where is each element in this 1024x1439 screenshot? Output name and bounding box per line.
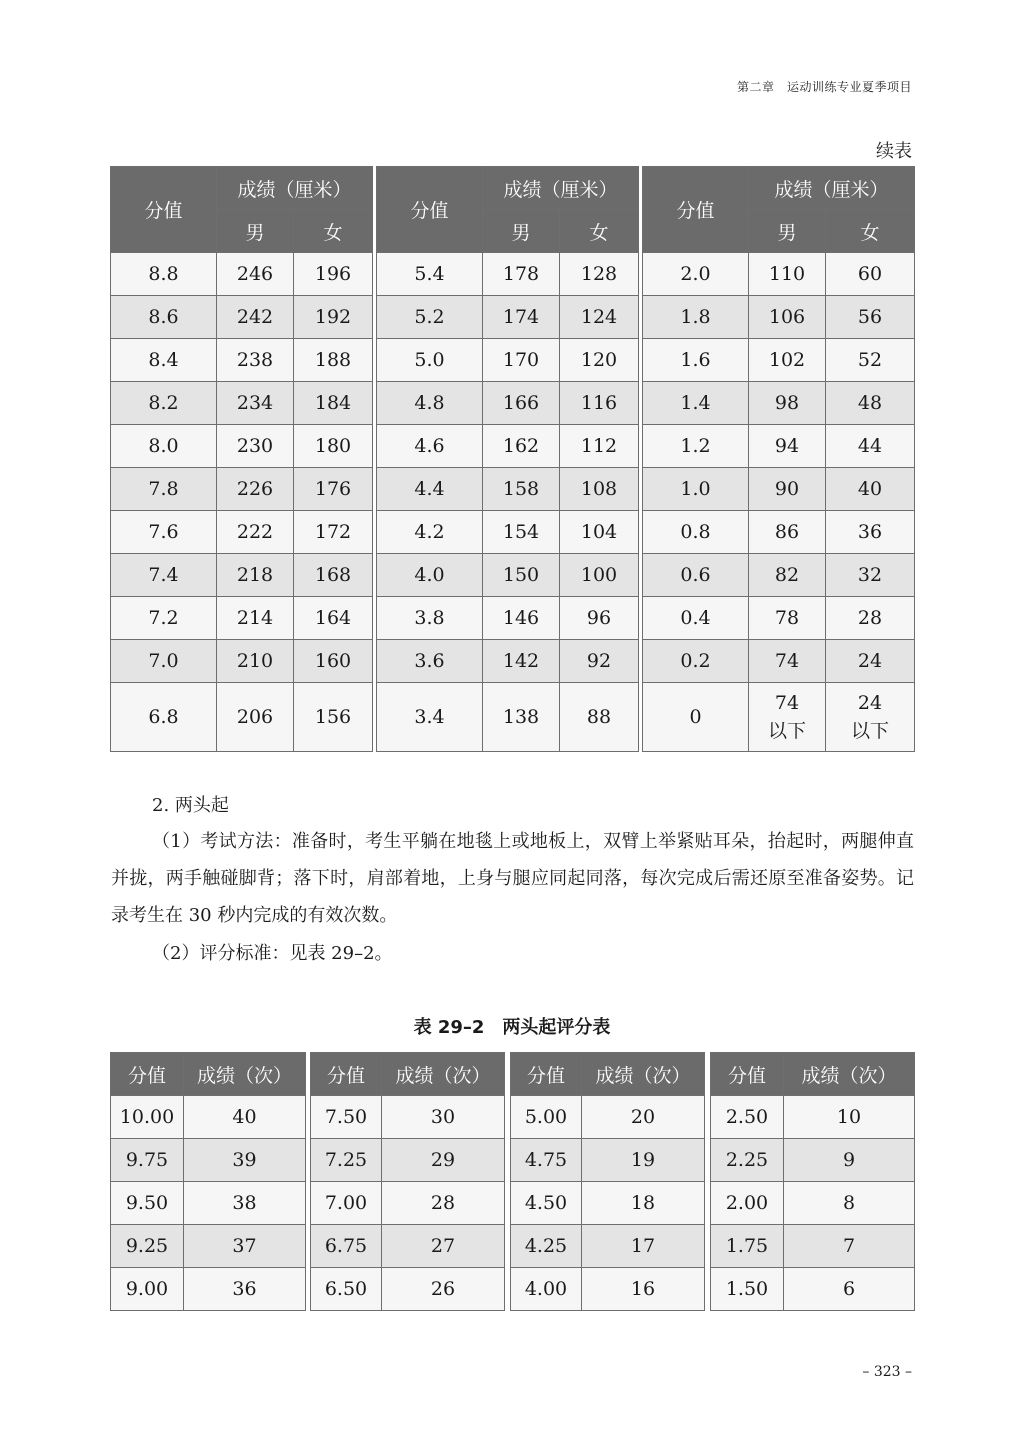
result-cell: 8 (784, 1182, 915, 1225)
score-table-block (642, 166, 915, 752)
scoring-standard-paragraph: （2）评分标准：见表 29–2。 (152, 943, 393, 964)
female-cell: 100 (560, 554, 639, 597)
situp-table-block (710, 1052, 915, 1311)
table-row (643, 339, 915, 382)
table-row (377, 683, 639, 752)
score-cell: 10.00 (111, 1096, 184, 1139)
female-cell: 124 (560, 296, 639, 339)
result-cell: 38 (184, 1182, 306, 1225)
male-cell: 94 (749, 425, 826, 468)
male-cell: 142 (483, 640, 560, 683)
score-cell: 4.50 (511, 1182, 582, 1225)
male-cell: 234 (217, 382, 294, 425)
score-cell: 8.2 (111, 382, 217, 425)
section-heading: 2. 两头起 (152, 795, 229, 816)
exam-method-paragraph: （1）考试方法：准备时，考生平躺在地毯上或地板上，双臂上举紧贴耳朵，抬起时，两腿伸直并拢，两手触碰脚背；落下时，肩部着地，上身与腿应同起同落，每次完成后需还原至准备姿势。记录考生在 30 秒内完成的有效次数。 (111, 831, 914, 926)
table-caption: 表 29–2 两头起评分表 (413, 1017, 611, 1038)
score-cell: 0.8 (643, 511, 749, 554)
result-cell: 29 (382, 1139, 505, 1182)
table-row (111, 1182, 306, 1225)
score-cell: 0 (643, 683, 749, 752)
score-column-header: 分值 (111, 167, 217, 253)
result-cell: 7 (784, 1225, 915, 1268)
table-row (111, 683, 373, 752)
male-column-header: 男 (483, 210, 560, 253)
female-cell: 92 (560, 640, 639, 683)
score-cell: 4.75 (511, 1139, 582, 1182)
score-column-header: 分值 (643, 167, 749, 253)
table-row (311, 1096, 505, 1139)
result-cell: 17 (582, 1225, 705, 1268)
table-row (643, 382, 915, 425)
score-cell: 6.8 (111, 683, 217, 752)
table-row (511, 1225, 705, 1268)
male-cell: 218 (217, 554, 294, 597)
table-row (711, 1268, 915, 1311)
table-row (511, 1182, 705, 1225)
female-cell: 160 (294, 640, 373, 683)
result-cell: 26 (382, 1268, 505, 1311)
table-row (377, 511, 639, 554)
result-column-header: 成绩（厘米） (217, 167, 373, 210)
score-cell: 5.4 (377, 253, 483, 296)
table-row (643, 468, 915, 511)
male-column-header: 男 (749, 210, 826, 253)
female-cell: 116 (560, 382, 639, 425)
female-cell: 112 (560, 425, 639, 468)
male-cell: 246 (217, 253, 294, 296)
table-row (377, 382, 639, 425)
running-header: 第二章 运动训练专业夏季项目 (736, 80, 912, 94)
female-column-header: 女 (826, 210, 915, 253)
table-row (111, 253, 373, 296)
female-cell: 184 (294, 382, 373, 425)
score-cell: 3.6 (377, 640, 483, 683)
male-cell: 82 (749, 554, 826, 597)
table-row (711, 1139, 915, 1182)
female-cell: 52 (826, 339, 915, 382)
score-cell: 7.6 (111, 511, 217, 554)
table-row (311, 1139, 505, 1182)
female-cell: 28 (826, 597, 915, 640)
score-cell: 8.4 (111, 339, 217, 382)
male-cell: 166 (483, 382, 560, 425)
score-cell: 5.2 (377, 296, 483, 339)
score-cell: 7.00 (311, 1182, 382, 1225)
result-cell: 9 (784, 1139, 915, 1182)
male-cell: 86 (749, 511, 826, 554)
table-row (377, 425, 639, 468)
table-row (643, 683, 915, 752)
table-row (311, 1225, 505, 1268)
female-cell: 88 (560, 683, 639, 752)
male-cell: 214 (217, 597, 294, 640)
score-cell: 9.50 (111, 1182, 184, 1225)
table-row (377, 468, 639, 511)
table-row (111, 640, 373, 683)
score-cell: 0.6 (643, 554, 749, 597)
score-column-header: 分值 (511, 1053, 582, 1096)
male-cell: 146 (483, 597, 560, 640)
male-cell: 174 (483, 296, 560, 339)
male-cell: 150 (483, 554, 560, 597)
male-cell: 178 (483, 253, 560, 296)
female-cell: 24 以下 (826, 683, 915, 752)
score-cell: 4.0 (377, 554, 483, 597)
table-header-row (511, 1053, 705, 1096)
female-cell: 56 (826, 296, 915, 339)
table-row (111, 1096, 306, 1139)
male-cell: 206 (217, 683, 294, 752)
result-cell: 30 (382, 1096, 505, 1139)
score-cell: 1.2 (643, 425, 749, 468)
situp-table-block (510, 1052, 705, 1311)
male-cell: 162 (483, 425, 560, 468)
situp-table-block (110, 1052, 306, 1311)
score-cell: 9.75 (111, 1139, 184, 1182)
table-row (711, 1225, 915, 1268)
table-row (377, 597, 639, 640)
score-cell: 4.6 (377, 425, 483, 468)
table-row (643, 640, 915, 683)
male-cell: 90 (749, 468, 826, 511)
table-row (377, 296, 639, 339)
result-column-header: 成绩（次） (382, 1053, 505, 1096)
table-row (111, 1268, 306, 1311)
score-cell: 8.6 (111, 296, 217, 339)
table-row (111, 296, 373, 339)
female-cell: 196 (294, 253, 373, 296)
score-cell: 4.8 (377, 382, 483, 425)
table-row (511, 1139, 705, 1182)
score-cell: 1.0 (643, 468, 749, 511)
male-cell: 226 (217, 468, 294, 511)
result-cell: 18 (582, 1182, 705, 1225)
result-column-header: 成绩（厘米） (749, 167, 915, 210)
female-cell: 172 (294, 511, 373, 554)
table-header-row (711, 1053, 915, 1096)
score-column-header: 分值 (111, 1053, 184, 1096)
table-row (111, 425, 373, 468)
male-cell: 230 (217, 425, 294, 468)
female-cell: 128 (560, 253, 639, 296)
table-row (111, 339, 373, 382)
table-row (643, 511, 915, 554)
score-cell: 1.50 (711, 1268, 784, 1311)
result-column-header: 成绩（次） (184, 1053, 306, 1096)
score-cell: 3.4 (377, 683, 483, 752)
table-row (111, 554, 373, 597)
score-column-header: 分值 (377, 167, 483, 253)
female-cell: 44 (826, 425, 915, 468)
male-cell: 242 (217, 296, 294, 339)
score-cell: 7.4 (111, 554, 217, 597)
result-cell: 10 (784, 1096, 915, 1139)
result-cell: 36 (184, 1268, 306, 1311)
female-cell: 188 (294, 339, 373, 382)
continued-label: 续表 (876, 141, 912, 162)
female-cell: 96 (560, 597, 639, 640)
score-cell: 5.00 (511, 1096, 582, 1139)
table-row (643, 554, 915, 597)
table-row (111, 382, 373, 425)
male-cell: 154 (483, 511, 560, 554)
result-cell: 27 (382, 1225, 505, 1268)
male-cell: 98 (749, 382, 826, 425)
score-cell: 0.4 (643, 597, 749, 640)
table-header-row (377, 167, 639, 210)
score-cell: 2.50 (711, 1096, 784, 1139)
table-row (111, 597, 373, 640)
table-row (643, 597, 915, 640)
male-cell: 110 (749, 253, 826, 296)
result-cell: 40 (184, 1096, 306, 1139)
page-number: – 323 – (862, 1364, 912, 1380)
result-cell: 37 (184, 1225, 306, 1268)
score-cell: 9.00 (111, 1268, 184, 1311)
female-cell: 104 (560, 511, 639, 554)
score-cell: 1.8 (643, 296, 749, 339)
female-cell: 48 (826, 382, 915, 425)
female-column-header: 女 (294, 210, 373, 253)
result-cell: 19 (582, 1139, 705, 1182)
female-cell: 120 (560, 339, 639, 382)
score-cell: 2.0 (643, 253, 749, 296)
result-cell: 28 (382, 1182, 505, 1225)
score-table-block (376, 166, 639, 752)
score-cell: 4.00 (511, 1268, 582, 1311)
score-cell: 2.00 (711, 1182, 784, 1225)
table-row (111, 1139, 306, 1182)
male-cell: 102 (749, 339, 826, 382)
table-row (711, 1096, 915, 1139)
table-row (511, 1096, 705, 1139)
table-row (377, 640, 639, 683)
score-cell: 5.0 (377, 339, 483, 382)
score-cell: 0.2 (643, 640, 749, 683)
male-cell: 222 (217, 511, 294, 554)
female-cell: 168 (294, 554, 373, 597)
score-cell: 7.25 (311, 1139, 382, 1182)
male-column-header: 男 (217, 210, 294, 253)
table-row (311, 1268, 505, 1311)
female-cell: 60 (826, 253, 915, 296)
score-cell: 7.2 (111, 597, 217, 640)
result-column-header: 成绩（次） (784, 1053, 915, 1096)
result-column-header: 成绩（厘米） (483, 167, 639, 210)
male-cell: 106 (749, 296, 826, 339)
table-row (111, 1225, 306, 1268)
result-cell: 20 (582, 1096, 705, 1139)
situp-table-block (310, 1052, 505, 1311)
table-row (111, 511, 373, 554)
score-cell: 7.50 (311, 1096, 382, 1139)
table-row (511, 1268, 705, 1311)
male-cell: 74 (749, 640, 826, 683)
male-cell: 210 (217, 640, 294, 683)
table-row (643, 425, 915, 468)
female-column-header: 女 (560, 210, 639, 253)
female-cell: 192 (294, 296, 373, 339)
table-row (111, 468, 373, 511)
female-cell: 108 (560, 468, 639, 511)
table-header-row (111, 1053, 306, 1096)
male-cell: 238 (217, 339, 294, 382)
table-row (311, 1182, 505, 1225)
female-cell: 24 (826, 640, 915, 683)
score-cell: 2.25 (711, 1139, 784, 1182)
table-row (377, 339, 639, 382)
score-cell: 8.0 (111, 425, 217, 468)
score-cell: 8.8 (111, 253, 217, 296)
female-cell: 32 (826, 554, 915, 597)
male-cell: 158 (483, 468, 560, 511)
female-cell: 40 (826, 468, 915, 511)
table-row (711, 1182, 915, 1225)
score-cell: 4.25 (511, 1225, 582, 1268)
score-cell: 3.8 (377, 597, 483, 640)
table-header-row (111, 167, 373, 210)
result-cell: 39 (184, 1139, 306, 1182)
male-cell: 78 (749, 597, 826, 640)
score-cell: 1.75 (711, 1225, 784, 1268)
result-cell: 6 (784, 1268, 915, 1311)
male-cell: 138 (483, 683, 560, 752)
table-row (377, 253, 639, 296)
result-cell: 16 (582, 1268, 705, 1311)
score-cell: 9.25 (111, 1225, 184, 1268)
result-column-header: 成绩（次） (582, 1053, 705, 1096)
table-row (643, 296, 915, 339)
female-cell: 156 (294, 683, 373, 752)
score-cell: 4.4 (377, 468, 483, 511)
score-column-header: 分值 (311, 1053, 382, 1096)
score-cell: 6.75 (311, 1225, 382, 1268)
score-cell: 4.2 (377, 511, 483, 554)
table-header-row (643, 167, 915, 210)
male-cell: 170 (483, 339, 560, 382)
score-column-header: 分值 (711, 1053, 784, 1096)
score-cell: 1.6 (643, 339, 749, 382)
female-cell: 180 (294, 425, 373, 468)
score-table-block (110, 166, 373, 752)
female-cell: 164 (294, 597, 373, 640)
score-cell: 1.4 (643, 382, 749, 425)
female-cell: 36 (826, 511, 915, 554)
score-cell: 6.50 (311, 1268, 382, 1311)
score-cell: 7.0 (111, 640, 217, 683)
table-row (377, 554, 639, 597)
male-cell: 74 以下 (749, 683, 826, 752)
table-row (643, 253, 915, 296)
score-cell: 7.8 (111, 468, 217, 511)
female-cell: 176 (294, 468, 373, 511)
table-header-row (311, 1053, 505, 1096)
